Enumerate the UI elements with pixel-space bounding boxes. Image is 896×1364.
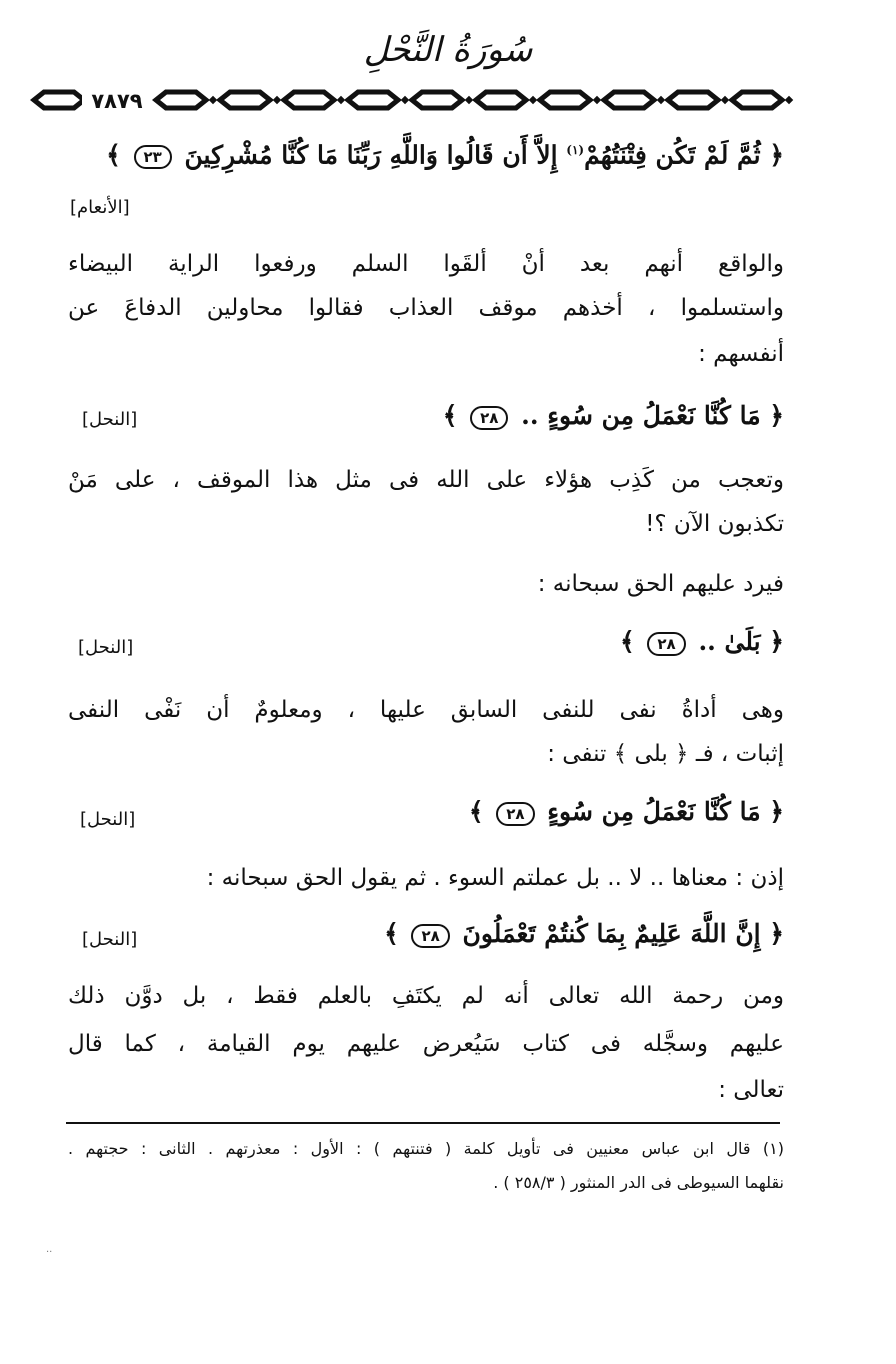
footnote-line: (١) قال ابن عباس معنيين فى تأويل كلمة ( فتنتهم ) : الأول : معذرتهم . الثانى : حجتهم . — [68, 1139, 784, 1158]
footnote-line: نقلهما السيوطى فى الدر المنثور ( ٢٥٨/٣ ) . — [493, 1173, 784, 1192]
verse-bracket-open: ﴿ — [769, 919, 784, 948]
paragraph-line: وهى أداةُ نفى للنفى السابق عليها ، ومعلومٌ أن نَفْى النفى — [68, 697, 784, 723]
quran-verse-5 — [384, 914, 784, 954]
paragraph-line: ومن رحمة الله تعالى أنه لم يكتَفِ بالعلم فقط ، بل دوَّن ذلك — [68, 983, 784, 1009]
paragraph-line: عليهم وسجَّله فى كتاب سَيُعرض عليهم يوم القيامة ، كما قال — [68, 1031, 784, 1057]
paragraph-line: والواقع أنهم بعد أنْ ألقَوا السلم ورفعوا الراية البيضاء — [68, 251, 784, 277]
paragraph-line: إثبات ، فـ ﴿ بلى ﴾ تنفى : — [547, 741, 784, 767]
paragraph-line: تكذبون الآن ؟! — [645, 511, 784, 537]
verse-bracket-close: ﴾ — [442, 401, 458, 430]
quran-verse-4 — [469, 792, 784, 832]
verse-bracket-open: ﴿ — [769, 627, 784, 656]
scan-speck: .. — [46, 1244, 53, 1255]
verse-text: بَلَىٰ .. — [698, 627, 761, 656]
paragraph-line: أنفسهم : — [698, 341, 784, 367]
verse-bracket-open: ﴿ — [769, 401, 784, 430]
paragraph-line: فيرد عليهم الحق سبحانه : — [537, 571, 784, 597]
ayah-number: ٢٨ — [411, 924, 449, 948]
ayah-number: ٢٨ — [496, 802, 534, 826]
paragraph-line: تعالى : — [718, 1077, 784, 1103]
verse-bracket-open: ﴿ — [769, 797, 784, 826]
surah-title: سُورَةُ النَّحْلِ — [363, 30, 533, 70]
ayah-number: ٢٨ — [470, 406, 508, 430]
verse-text: إِنَّ اللَّهَ عَلِيمٌ بِمَا كُنتُمْ تَعْمَلُونَ — [462, 919, 761, 948]
verse-text: مَا كُنَّا نَعْمَلُ مِن سُوءٍ .. — [521, 401, 761, 430]
ayah-number: ٢٣ — [134, 145, 172, 169]
paragraph-line: إذن : معناها .. لا .. بل عملتم السوء . ثم يقول الحق سبحانه : — [206, 865, 784, 891]
surah-reference: [النحل] — [80, 809, 136, 830]
verse-bracket-open: ﴿ — [769, 140, 784, 170]
surah-reference: [النحل] — [78, 637, 134, 658]
surah-reference: [النحل] — [82, 929, 138, 950]
footnote-marker: (١) — [566, 143, 585, 157]
verse-text-continued: إِلاَّ أَن قَالُوا وَاللَّهِ رَبِّنَا مَا كُنَّا مُشْرِكِينَ — [184, 140, 558, 170]
verse-text: مَا كُنَّا نَعْمَلُ مِن سُوءٍ — [547, 797, 761, 826]
quran-verse-2 — [443, 396, 784, 436]
verse-bracket-close: ﴾ — [106, 140, 121, 170]
quran-verse-1 — [106, 130, 784, 175]
footnote-divider — [66, 1122, 780, 1124]
verse-bracket-close: ﴾ — [384, 919, 399, 948]
quran-verse-3 — [620, 622, 784, 662]
verse-bracket-close: ﴾ — [620, 627, 635, 656]
ayah-number: ٢٨ — [647, 632, 685, 656]
verse-text: ثُمَّ لَمْ تَكُن فِتْنَتُهُمْ — [584, 140, 761, 170]
page-number: ٧٨٧٩ — [82, 89, 152, 113]
paragraph-line: واستسلموا ، أخذهم موقف العذاب فقالوا محاولين الدفاعَ عن — [68, 295, 784, 321]
surah-reference: [الأنعام] — [70, 197, 130, 218]
paragraph-line: وتعجب من كَذِب هؤلاء على الله فى مثل هذا الموقف ، على مَنْ — [68, 467, 784, 493]
surah-reference: [النحل] — [82, 409, 138, 430]
verse-bracket-close: ﴾ — [468, 797, 484, 826]
